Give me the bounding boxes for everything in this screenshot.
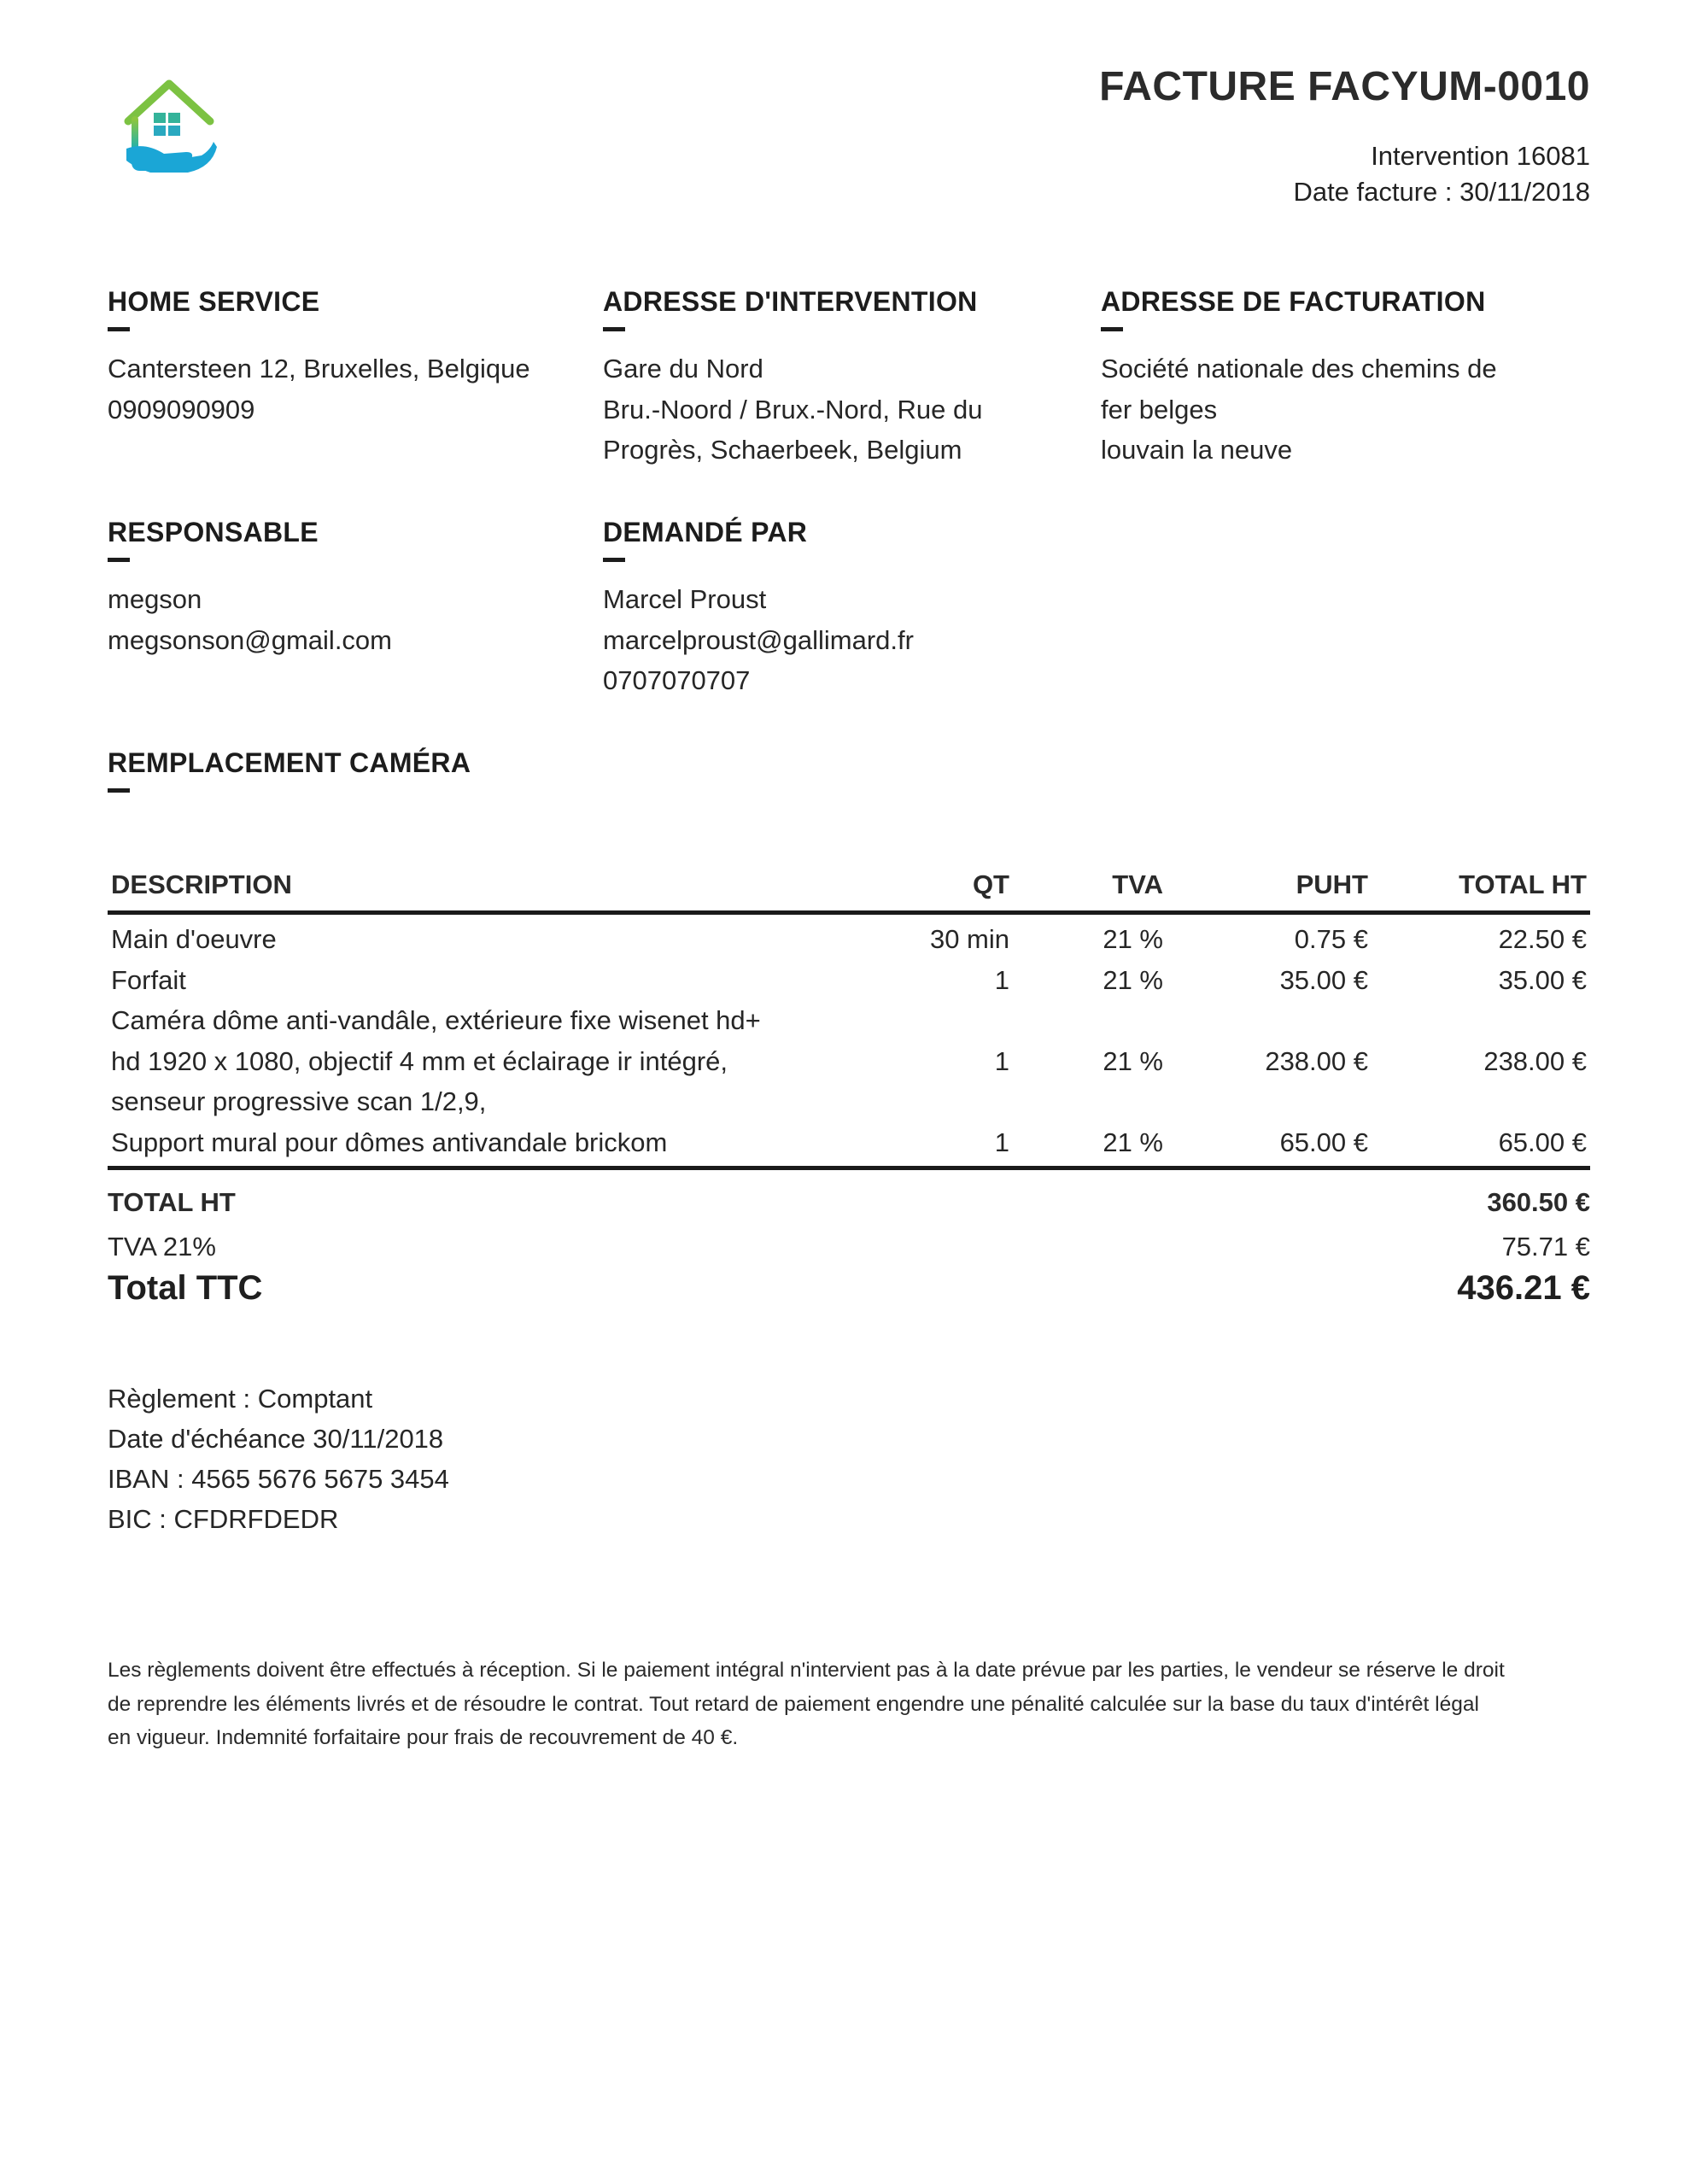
- phone-line: 0909090909: [108, 394, 255, 424]
- item-tva: 21 %: [1103, 1045, 1163, 1076]
- item-qt: 1: [859, 1122, 1013, 1168]
- column-header-puht: PUHT: [1167, 859, 1372, 913]
- item-puht: 0.75 €: [1294, 924, 1368, 954]
- contact-email: marcelproust@gallimard.fr: [603, 624, 914, 655]
- address-line: Société nationale des chemins de: [1101, 354, 1497, 383]
- column-header-qt: QT: [859, 859, 1013, 913]
- description-line: senseur progressive scan 1/2,9,: [111, 1086, 487, 1116]
- address-line: Bru.-Noord / Brux.-Nord, Rue du: [603, 394, 983, 424]
- block-title: RESPONSABLE: [108, 517, 319, 547]
- description-line: Forfait: [111, 964, 186, 995]
- description-line: Caméra dôme anti-vandâle, extérieure fixe wisenet hd+: [111, 1005, 761, 1035]
- tva-label: TVA 21%: [108, 1232, 216, 1262]
- responsible-block: [108, 515, 392, 660]
- address-line: Progrès, Schaerbeek, Belgium: [603, 435, 962, 465]
- title-dash: [108, 788, 130, 793]
- item-puht: 65.00 €: [1167, 1122, 1372, 1168]
- block-title: HOME SERVICE: [108, 286, 320, 317]
- address-line: Cantersteen 12, Bruxelles, Belgique: [108, 354, 530, 383]
- table-header-row: [108, 859, 1590, 913]
- address-line: louvain la neuve: [1101, 435, 1293, 465]
- table-row: [108, 913, 1590, 960]
- item-tva: 21 %: [1103, 964, 1163, 995]
- table-row: [108, 960, 1590, 1001]
- payment-due-date: Date d'échéance 30/11/2018: [108, 1424, 444, 1454]
- line-items-table: [108, 859, 1590, 1170]
- invoice-title: FACTURE FACYUM-0010: [1099, 64, 1590, 109]
- column-header-description: DESCRIPTION: [108, 859, 859, 913]
- total-ttc-label: Total TTC: [108, 1269, 263, 1307]
- contact-email: megsonson@gmail.com: [108, 624, 392, 655]
- total-ht-value: 360.50 €: [1487, 1187, 1590, 1217]
- column-header-tva: TVA: [1013, 859, 1167, 913]
- job-title: REMPLACEMENT CAMÉRA: [108, 747, 471, 778]
- invoice-date: Date facture : 30/11/2018: [1293, 177, 1590, 207]
- item-tva: 21 %: [1013, 1122, 1167, 1168]
- total-ttc-value: 436.21 €: [1457, 1269, 1590, 1307]
- item-qt: 1: [994, 1045, 1009, 1076]
- tva-row: [108, 1232, 1590, 1262]
- item-description: [108, 1122, 859, 1168]
- column-header-total-ht: TOTAL HT: [1372, 859, 1590, 913]
- legal-line: Les règlements doivent être effectués à réception. Si le paiement intégral n'intervient pas à la date prévue par les parties, le vendeur se réserve le droit: [108, 1659, 1505, 1682]
- company-logo: [120, 79, 220, 179]
- job-title-block: [108, 746, 471, 810]
- item-description: [108, 913, 859, 960]
- item-total: 238.00 €: [1483, 1045, 1587, 1076]
- item-total: 22.50 €: [1498, 924, 1587, 954]
- payment-info: [108, 1379, 449, 1539]
- item-total: 65.00 €: [1372, 1122, 1590, 1168]
- block-title: ADRESSE D'INTERVENTION: [603, 286, 978, 317]
- payment-bic: BIC : CFDRFDEDR: [108, 1504, 339, 1534]
- total-ht-label: TOTAL HT: [108, 1187, 236, 1217]
- title-dash: [603, 327, 625, 331]
- payment-iban: IBAN : 4565 5676 5675 3454: [108, 1464, 449, 1494]
- table-row: [108, 1122, 1590, 1168]
- item-description: [108, 960, 859, 1001]
- address-line: Gare du Nord: [603, 354, 763, 383]
- title-dash: [603, 558, 625, 562]
- intervention-number: Intervention 16081: [1371, 141, 1590, 171]
- legal-line: en vigueur. Indemnité forfaitaire pour frais de recouvrement de 40 €.: [108, 1726, 739, 1749]
- intervention-address-block: [603, 284, 983, 471]
- requested-by-block: [603, 515, 914, 701]
- item-puht: 238.00 €: [1265, 1045, 1368, 1076]
- tva-value: 75.71 €: [1501, 1232, 1590, 1262]
- contact-phone: 0707070707: [603, 665, 751, 695]
- description-line: Main d'oeuvre: [111, 924, 277, 954]
- description-line: hd 1920 x 1080, objectif 4 mm et éclairage ir intégré,: [111, 1045, 728, 1076]
- item-qt: 30 min: [929, 924, 1009, 954]
- home-service-block: [108, 284, 530, 430]
- contact-name: Marcel Proust: [603, 584, 767, 614]
- total-ht-row: [108, 1187, 1590, 1218]
- title-dash: [1101, 327, 1123, 331]
- billing-address-block: [1101, 284, 1497, 471]
- block-title: DEMANDÉ PAR: [603, 517, 808, 547]
- item-qt: 1: [994, 964, 1009, 995]
- house-hand-logo-icon: [120, 79, 220, 179]
- table-row: [108, 1000, 1590, 1122]
- description-line: Support mural pour dômes antivandale brickom: [111, 1127, 668, 1157]
- item-tva: 21 %: [1103, 924, 1163, 954]
- total-ttc-row: [108, 1269, 1590, 1308]
- block-title: ADRESSE DE FACTURATION: [1101, 286, 1486, 317]
- title-dash: [108, 558, 130, 562]
- invoice-meta: [1293, 138, 1590, 210]
- payment-terms: Règlement : Comptant: [108, 1384, 373, 1414]
- title-dash: [108, 327, 130, 331]
- legal-line: de reprendre les éléments livrés et de résoudre le contrat. Tout retard de paiement engendre une pénalité calculée sur la base du taux d'intérêt légal: [108, 1692, 1479, 1716]
- address-line: fer belges: [1101, 394, 1218, 424]
- item-total: 35.00 €: [1498, 964, 1587, 995]
- item-puht: 35.00 €: [1279, 964, 1368, 995]
- contact-name: megson: [108, 584, 202, 614]
- legal-notice: [108, 1654, 1594, 1755]
- item-description: [108, 1000, 859, 1122]
